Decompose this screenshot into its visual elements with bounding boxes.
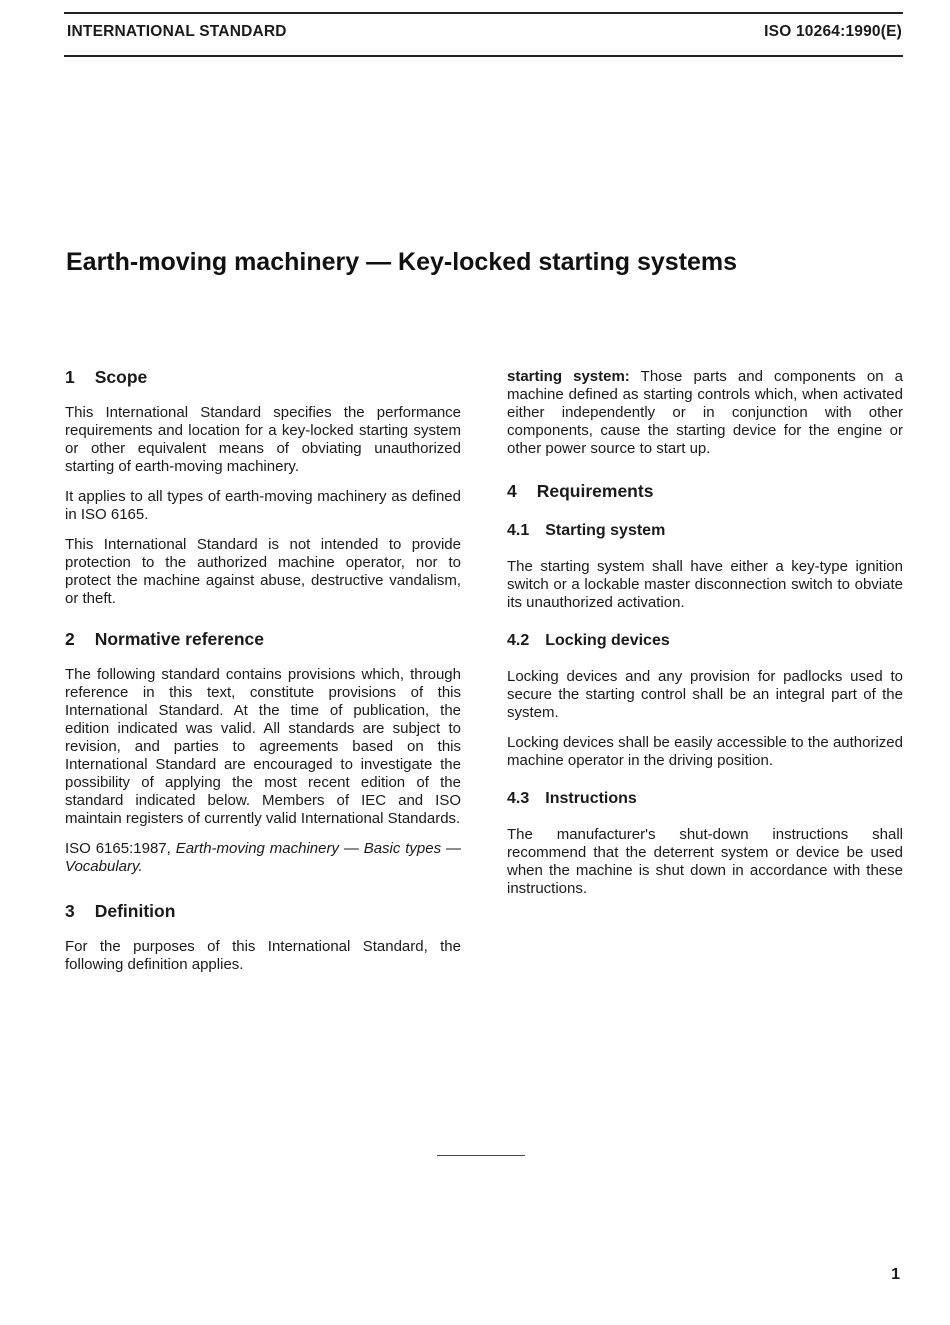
section-title: Scope xyxy=(94,367,148,387)
paragraph: The starting system shall have either a key-type ignition switch or a lockable master disconnection switch to obviate its unauthorized activation. xyxy=(507,558,903,611)
section-scope xyxy=(65,368,461,608)
section-heading xyxy=(65,902,461,920)
subsection-instructions xyxy=(507,790,903,898)
subsection-number: 4.2 xyxy=(507,632,530,649)
section-title: Requirements xyxy=(536,481,654,501)
subsection-title: Starting system xyxy=(545,522,666,539)
subsection-locking-devices xyxy=(507,632,903,770)
left-column xyxy=(65,368,461,986)
section-heading xyxy=(507,482,903,500)
subsection-number: 4.3 xyxy=(507,790,530,807)
subsection-title: Instructions xyxy=(545,790,637,807)
subsection-heading xyxy=(507,522,903,540)
paragraph: For the purposes of this International Standard, the following definition applies. xyxy=(65,938,461,973)
reference-entry xyxy=(65,840,461,876)
section-number: 3 xyxy=(65,901,75,921)
reference-id: ISO 6165:1987, xyxy=(65,840,171,857)
header-bottom-rule xyxy=(64,55,903,57)
reference-title: Earth-moving machinery — Basic types — Vocabulary. xyxy=(65,840,461,875)
document-title: Earth-moving machinery — Key-locked starting systems xyxy=(66,248,738,276)
paragraph: This International Standard is not intended to provide protection to the authorized machine operator, nor to protect the machine against abuse, destructive vandalism, or theft. xyxy=(65,536,461,607)
section-requirements xyxy=(507,482,903,898)
section-number: 4 xyxy=(507,481,517,501)
paragraph: Locking devices and any provision for padlocks used to secure the starting control shall be an integral part of the system. xyxy=(507,668,903,721)
subsection-title: Locking devices xyxy=(545,632,670,649)
section-heading xyxy=(65,630,461,648)
subsection-starting-system xyxy=(507,522,903,612)
paragraph: Locking devices shall be easily accessible to the authorized machine operator in the driving position. xyxy=(507,734,903,769)
subsection-heading xyxy=(507,790,903,808)
header-standard-number: ISO 10264:1990(E) xyxy=(764,23,902,40)
section-title: Definition xyxy=(94,901,176,921)
paragraph: The manufacturer's shut-down instructions shall recommend that the deterrent system or device be used when the machine is shut down in accordance with these instructions. xyxy=(507,826,903,897)
paragraph: This International Standard specifies the performance requirements and location for a key-locked starting system or other equivalent means of obviating unauthorized starting of earth-moving machinery. xyxy=(65,404,461,475)
page-number: 1 xyxy=(891,1266,900,1283)
header-top-rule xyxy=(64,12,903,14)
section-title: Normative reference xyxy=(94,629,264,649)
paragraph: It applies to all types of earth-moving machinery as defined in ISO 6165. xyxy=(65,488,461,523)
definition-entry xyxy=(507,368,903,458)
right-column xyxy=(507,368,903,910)
section-normative-reference xyxy=(65,630,461,876)
section-heading xyxy=(65,368,461,386)
section-definition xyxy=(65,902,461,974)
subsection-heading xyxy=(507,632,903,650)
paragraph: The following standard contains provisions which, through reference in this text, constitute provisions of this International Standard. At the time of publication, the edition indicated was valid. All standards are subject to revision, and parties to agreements based on this International Standard are encouraged to investigate the possibility of applying the most recent edition of the standard indicated below. Members of IEC and ISO maintain registers of currently valid International Standards. xyxy=(65,666,461,827)
subsection-number: 4.1 xyxy=(507,522,530,539)
definition-term: starting system: xyxy=(507,368,630,385)
definition-text: Those parts and components on a machine defined as starting controls which, when activated either independently or in conjunction with other components, cause the starting device for the engine or other power source to start up. xyxy=(507,368,903,457)
section-number: 2 xyxy=(65,629,75,649)
header-document-type: INTERNATIONAL STANDARD xyxy=(67,23,287,40)
section-number: 1 xyxy=(65,367,75,387)
end-of-text-rule xyxy=(437,1155,525,1156)
